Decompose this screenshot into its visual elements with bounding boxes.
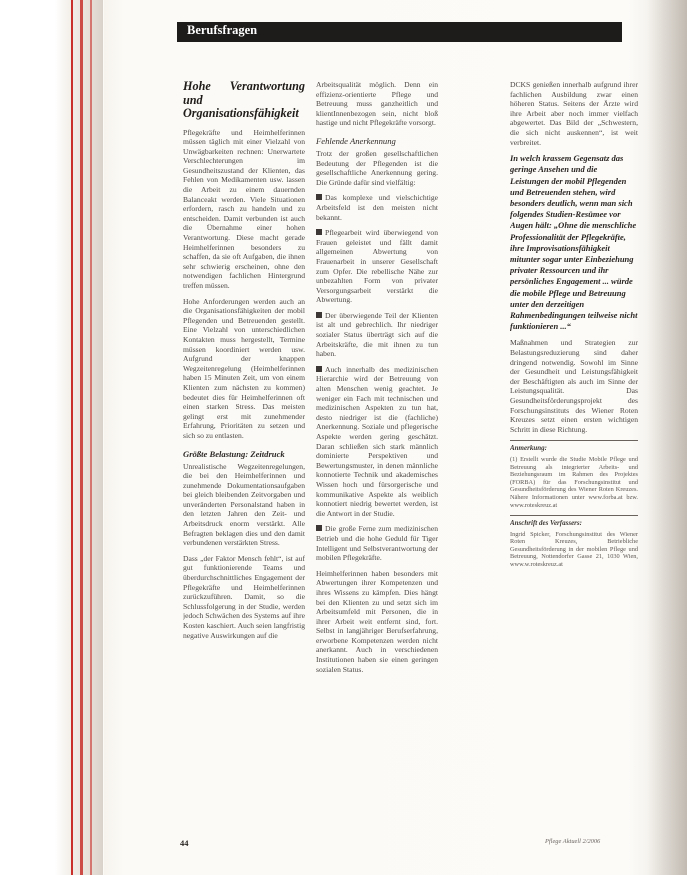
bullet-item: Das komplexe und vielschichtige Arbeitsfeld ist den meisten nicht bekannt.	[316, 193, 438, 222]
bullet-item: Pflegearbeit wird überwiegend von Frauen geleistet und fällt damit allgemeinen Abwertung von Frauenarbeit in unserer Gesellschaft zum Opfer. Die rebellische Nähe zur unbezahlten Form von privater Versorgungsarbeit verstärkt die Abwertung.	[316, 228, 438, 305]
paragraph: Hohe Anforderungen werden auch an die Organisationsfähigkeiten der mobil Pflegenden und Betreuenden gestellt. Eine Vielzahl von unterschiedlichen Kontakten muss hergestellt, Termine müssen koordiniert werden usw. Aufgrund der knappen Wegzeitenregelung (Heimhelferinnen haben 15 Minuten Zeit, um von einem Klienten zum nächsten zu kommen) bedeutet dies für Heimhelferinnen oft einen starken Stress. Das meisten gelingt erst mit zunehmender Erfahrung, Prioritäten zu setzen und sich so zu entlasten.	[183, 296, 305, 440]
bullet-square-icon	[316, 229, 322, 235]
page-edge-red-line	[71, 0, 73, 875]
column-1	[183, 80, 305, 830]
bullet-square-icon	[316, 312, 322, 318]
paragraph: DCKS genießen innerhalb aufgrund ihrer fachlichen Ausbildung zwar einen höheren Status. Seitens der Ärzte wird ihre Arbeit aber noch immer vielfach abgewertet. Das Bild der „Schwestern, die sich nicht auskennen“, ist weit verbreitet.	[510, 80, 638, 147]
footnote: (1) Erstellt wurde die Studie Mobile Pflege und Betreuung als integrierter Arbeits- und Beziehungsraum im Rahmen des Projektes (FORBA) für das Forschungsinstitut und Gesundheitsförderung des Wiener Roten Kreuzes. Nähere Informationen unter www.forba.at bzw. www.roteskreuz.at	[510, 455, 638, 509]
author-address: Ingrid Spicker, Forschungsinstitut des Wiener Roten Kreuzes, Betriebliche Gesundheitsförderung in der mobilen Pflege und Betreuung, Nottendorfer Gasse 21, 1030 Wien, www.w.roteskreuz.at	[510, 530, 638, 569]
bullet-item: Auch innerhalb des medizinischen Hierarchie wird der Betreuung von alten Menschen wenig geachtet. Je weniger ein Fach mit technischen und medizinischen Aspekten zu tun hat, desto niedriger ist die (fachliche) Anerkennung. Soziale und pflegerische Aspekte werden gering geschätzt. Daran schließen sich stark männlich dominierte Perspektiven und Bewertungsmuster, in denen männliche konnotierte Technik und akademisches Wissen hoch und fürsorgerische und kommunikative Aspekte als weiblich konnotiert niedrig bewertet werden, ist die Antwort in der Studie.	[316, 364, 438, 518]
bullet-item: Die große Ferne zum medizinischen Betrieb und die hohe Geduld für Tiger Intelligent und Selbstverantwortung der mobilen Pflegekräfte.	[316, 524, 438, 563]
paragraph: Heimhelferinnen haben besonders mit Abwertungen ihrer Kompetenzen und ihres Wissens zu kämpfen. Dies hängt bei den Klienten zu und setzt sich im Arbeitsumfeld mit Personen, die in ihrer Arbeit weit entfernt sind, fort. Selbst in langjähriger Berufserfahrung, erworbene Kompetenzen werden nicht anerkannt. Auch in verschiedenen Institutionen haben sie einen geringen sozialen Status.	[316, 568, 438, 674]
article-heading: Hohe Verantwortung und Organisationsfähigkeit	[183, 80, 305, 120]
paragraph: Arbeitsqualität möglich. Denn ein effizienz-orientierte Pflege und Betreuung muss ganzheitlich und klientInnenbezogen sein, nicht bloß hastige und nicht Pflegekräfte vorsorgt.	[316, 80, 438, 128]
page-number: 44	[180, 838, 189, 848]
subheading: Fehlende Anerkennung	[316, 135, 396, 146]
column-3	[510, 80, 638, 830]
page-edge-shadow	[647, 0, 687, 875]
subheading: Größte Belastung: Zeitdruck	[183, 448, 285, 459]
page-edge-red-line	[80, 0, 83, 875]
paragraph: Maßnahmen und Strategien zur Belastungsreduzierung sind daher dringend notwendig. Sowohl im Sinne der Gesundheit und Leistungsfähigkeit der Beschäftigten als auch im Sinne der Leistungsqualität. Das Gesundheitsförderungsprojekt des Forschungsinstituts des Wiener Roten Kreuzes setzt einen ersten wichtigen Schritt in diese Richtung.	[510, 338, 638, 434]
journal-footer: Pflege Aktuell 2/2006	[545, 838, 601, 845]
bullet-square-icon	[316, 366, 322, 372]
paragraph: Trotz der großen gesellschaftlichen Bedeutung der Pflegenden ist die gesellschaftliche Anerkennung gering. Die Gründe dafür sind vielfältig:	[316, 148, 438, 187]
bullet-item: Der überwiegende Teil der Klienten ist alt und gebrechlich. Ihr niedriger sozialer Status überträgt sich auf die Arbeitskräfte, die mit ihnen zu tun haben.	[316, 310, 438, 359]
note-title: Anmerkung:	[510, 444, 547, 453]
book-spine	[0, 0, 103, 875]
paragraph: Unrealistische Wegzeitenregelungen, die bei den Heimhelferinnen und zunehmende Dokumentationsaufgaben bei gleich bleibenden Zeitvorgaben und unveränderten Personalstand haben in den letzten Jahren den Zeit- und Arbeitsdruck enorm verstärkt. Alle Befragten beklagen dies und den damit verbundenen verstärkten Stress.	[183, 461, 305, 548]
page-edge-red-line	[90, 0, 92, 875]
divider	[510, 515, 638, 516]
paragraph: Pflegekräfte und Heimhelferinnen müssen täglich mit einer Vielzahl von Unwägbarkeiten rechnen: Unerwartete Verschlechterungen im Gesundheitszustand der Klienten, das Fehlen von Medikamenten usw. lassen die Arbeit zu einem dauernden Balanceakt werden. Viele Situationen erfordern, rasch zu handeln und zu entscheiden. Damit verbunden ist auch die Übernahme einer hohen Verantwortung. Diese macht gerade Heimhelferinnen besonders zu schaffen, da sie oft Aufgaben, die ihnen sehr schwierig erscheinen, ohne den notwendigen fachlichen Hintergrund treffen müssen.	[183, 127, 305, 290]
section-title: Berufsfragen	[187, 23, 258, 37]
pull-quote: In welch krassem Gegensatz das geringe Ansehen und die Leistungen der mobil Pflegenden und Betreuenden stehen, wird besonders deutlich, wenn man sich folgendes Studien-Resümee vor Augen hält: „Ohne die menschliche Professionalität der Pflegekräfte, ihre Improvisationsfähigkeit mitunter sogar unter Einbeziehung privater Ressourcen und ihr persönliches Engagement ... würde die mobile Pflege und Betreuung unter den derzeitigen Rahmenbedingungen teilweise nicht funktionieren ...“	[510, 153, 638, 332]
bullet-square-icon	[316, 525, 322, 531]
column-2	[316, 80, 438, 830]
bullet-square-icon	[316, 194, 322, 200]
author-title: Anschrift des Verfassers:	[510, 519, 582, 528]
divider	[510, 440, 638, 441]
paragraph: Dass „der Faktor Mensch fehlt“, ist auf gut funktionierende Teams und überdurchschnittliches Engagement der Pflegekräfte und Heimhelferinnen zurückzuführen. Damit, so die Schlussfolgerung in der Studie, werden jedoch Schwächen des Systems auf ihre Kosten kaschiert. Auch seien langfristig negative Auswirkungen auf die	[183, 553, 305, 640]
